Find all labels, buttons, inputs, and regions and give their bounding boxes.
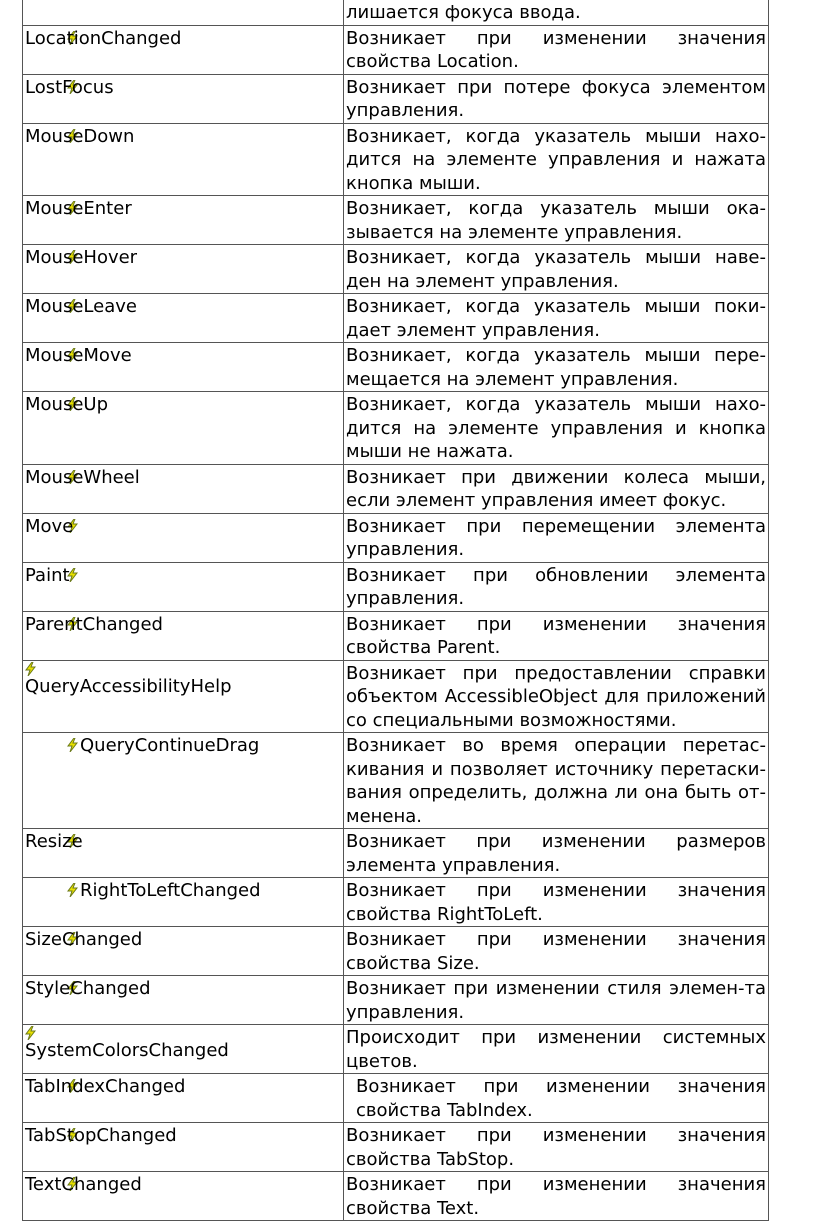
event-name-cell xyxy=(23,829,344,878)
table-row xyxy=(23,0,769,25)
event-description: Возникает, когда указатель мыши наве-ден на элемент управления. xyxy=(344,245,769,294)
event-description: Возникает при изменении значения свойства Size. xyxy=(344,927,769,976)
lightning-event-icon xyxy=(25,662,36,675)
table-row xyxy=(23,927,769,976)
table-row xyxy=(23,123,769,196)
event-name-cell xyxy=(23,294,344,343)
lightning-event-icon xyxy=(25,1026,36,1039)
lightning-event-icon xyxy=(67,738,78,752)
event-description: Возникает при обновлении элемента управления. xyxy=(344,562,769,611)
event-name: MouseUp xyxy=(25,394,109,415)
event-description: Возникает при изменении значения свойства Parent. xyxy=(344,611,769,660)
event-name-cell xyxy=(23,562,344,611)
event-name: TabStopChanged xyxy=(25,1125,177,1146)
event-name: MouseEnter xyxy=(25,198,132,219)
event-name: QueryAccessibilityHelp xyxy=(25,675,232,697)
table-row xyxy=(23,25,769,74)
table-row xyxy=(23,513,769,562)
event-name: StyleChanged xyxy=(25,978,151,999)
event-description: Происходит при изменении системных цветов. xyxy=(344,1025,769,1074)
event-description: Возникает, когда указатель мыши ока-зывается на элементе управления. xyxy=(344,196,769,245)
event-description: Возникает при изменении размеров элемента управления. xyxy=(344,829,769,878)
event-name: SizeChanged xyxy=(25,929,143,950)
event-name-cell xyxy=(23,123,344,196)
event-description: Возникает при изменении значения свойства Text. xyxy=(344,1172,769,1221)
event-name: QueryContinueDrag xyxy=(80,735,260,756)
table-row xyxy=(23,878,769,927)
event-name-cell xyxy=(23,74,344,123)
event-name-cell xyxy=(23,25,344,74)
table-row xyxy=(23,343,769,392)
event-name-cell xyxy=(23,1123,344,1172)
event-name: LocationChanged xyxy=(25,27,182,49)
events-table xyxy=(22,0,769,1221)
event-name: MouseDown xyxy=(25,125,135,147)
table-row xyxy=(23,1074,769,1123)
table-row xyxy=(23,976,769,1025)
event-description: Возникает при изменении стиля элемен-та управления. xyxy=(344,976,769,1025)
event-name-cell xyxy=(23,0,344,25)
table-row xyxy=(23,392,769,465)
table-row xyxy=(23,294,769,343)
event-description: Возникает при перемещении элемента управления. xyxy=(344,513,769,562)
event-description: Возникает при изменении значения свойства Location. xyxy=(344,25,769,74)
event-description: Возникает, когда указатель мыши поки-дает элемент управления. xyxy=(344,294,769,343)
event-description: Возникает во время операции перетас-кивания и позволяет источнику перетаски-вания определить, должна ли она быть от-менена. xyxy=(344,733,769,829)
event-name-cell xyxy=(23,927,344,976)
table-row xyxy=(23,611,769,660)
table-row xyxy=(23,660,769,733)
event-description: Возникает при потере фокуса элементом управления. xyxy=(344,74,769,123)
event-name-cell xyxy=(23,733,344,829)
event-name: MouseHover xyxy=(25,247,138,268)
event-description: Возникает при предоставлении справки объектом AccessibleObject для приложений со специальными возможностями. xyxy=(344,660,769,733)
event-description: Возникает при изменении значения свойства TabIndex. xyxy=(344,1074,769,1123)
table-row xyxy=(23,464,769,513)
event-name: Move xyxy=(25,515,74,537)
table-row xyxy=(23,829,769,878)
event-name-cell xyxy=(23,464,344,513)
event-name-cell xyxy=(23,1025,344,1074)
event-name: Paint xyxy=(25,564,70,586)
event-name: TabIndexChanged xyxy=(25,1076,186,1097)
event-description: лишается фокуса ввода. xyxy=(344,0,769,25)
event-name-cell xyxy=(23,343,344,392)
table-row xyxy=(23,562,769,611)
event-name-cell xyxy=(23,1172,344,1221)
event-name-cell xyxy=(23,611,344,660)
table-row xyxy=(23,1123,769,1172)
event-name: Resize xyxy=(25,831,83,852)
event-description: Возникает, когда указатель мыши нахо-дится на элементе управления и нажата кнопка мыши. xyxy=(344,123,769,196)
lightning-event-icon xyxy=(67,883,78,897)
table-row xyxy=(23,1172,769,1221)
event-name: MouseWheel xyxy=(25,466,140,488)
table-row xyxy=(23,196,769,245)
event-description: Возникает при изменении значения свойства TabStop. xyxy=(344,1123,769,1172)
table-row xyxy=(23,74,769,123)
event-name-cell xyxy=(23,878,344,927)
event-name-cell xyxy=(23,513,344,562)
event-name: SystemColorsChanged xyxy=(25,1040,229,1061)
event-name-cell xyxy=(23,976,344,1025)
event-name: TextChanged xyxy=(25,1174,142,1195)
event-description: Возникает, когда указатель мыши пере-мещается на элемент управления. xyxy=(344,343,769,392)
event-name-cell xyxy=(23,392,344,465)
event-name: LostFocus xyxy=(25,76,114,98)
table-row xyxy=(23,245,769,294)
event-name: ParentChanged xyxy=(25,613,163,635)
event-name-cell xyxy=(23,245,344,294)
table-row xyxy=(23,733,769,829)
event-name-cell xyxy=(23,196,344,245)
event-name-cell xyxy=(23,1074,344,1123)
event-name-cell xyxy=(23,660,344,733)
event-description: Возникает, когда указатель мыши нахо-дится на элементе управления и кнопка мыши не нажата. xyxy=(344,392,769,465)
event-description: Возникает при изменении значения свойства RightToLeft. xyxy=(344,878,769,927)
table-row xyxy=(23,1025,769,1074)
event-name: MouseLeave xyxy=(25,296,137,317)
event-name: MouseMove xyxy=(25,345,132,366)
event-name: RightToLeftChanged xyxy=(80,880,261,901)
event-description: Возникает при движении колеса мыши, если элемент управления имеет фокус. xyxy=(344,464,769,513)
